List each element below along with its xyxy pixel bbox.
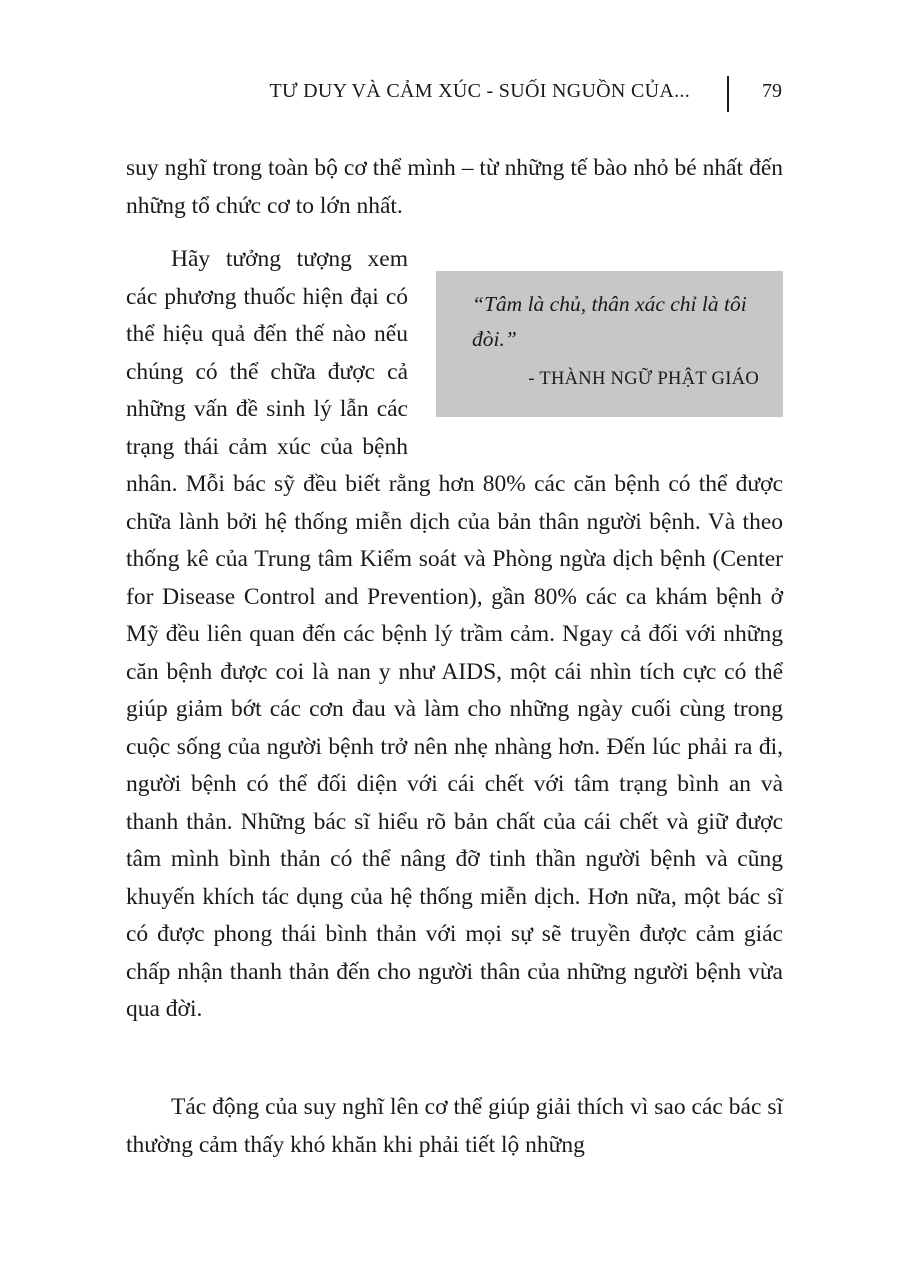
page-number: 79	[762, 80, 782, 102]
pull-quote-text: “Tâm là chủ, thân xác chỉ là tôi đòi.”	[472, 292, 747, 351]
paragraph-last: Tác động của suy nghĩ lên cơ thể giúp giải thích vì sao các bác sĩ thường cảm thấy khó khăn khi phải tiết lộ những	[126, 1094, 783, 1158]
paragraph-main-text: Hãy tưởng tượng xem các phương thuốc hiện đại có thể hiệu quả đến thế nào nếu chúng có thể chữa được cả những vấn đề sinh lý lẫn các trạng thái cảm xúc của bệnh nhân. Mỗi bác sỹ đều biết rằng hơn 80% các căn bệnh có thể được chữa lành bởi hệ thống miễn dịch của bản thân người bệnh. Và theo thống kê của Trung tâm Kiểm soát và Phòng ngừa dịch bệnh (Center for Disease Control and Prevention), gần 80% các ca khám bệnh ở Mỹ đều liên quan đến các bệnh lý trầm cảm. Ngay cả đối với những căn bệnh được coi là nan y như AIDS, một cái nhìn tích cực có thể giúp giảm bớt các cơn đau và làm cho những ngày cuối cùng trong cuộc sống của người bệnh trở nên nhẹ nhàng hơn. Đến lúc phải ra đi, người bệnh có thể đối diện với cái chết với tâm trạng bình an và thanh thản. Những bác sĩ hiểu rõ bản chất của cái chết và giữ được tâm mình bình thản có thể nâng đỡ tinh thần người bệnh và cũng khuyến khích tác dụng của hệ thống miễn dịch. Hơn nữa, một bác sĩ có được phong thái bình thản với mọi sự sẽ truyền được cảm giác chấp nhận thanh thản đến cho người thân của những người bệnh vừa qua đời.	[126, 246, 783, 1022]
pull-quote-box	[436, 271, 783, 417]
pull-quote-attribution: - THÀNH NGỮ PHẬT GIÁO	[528, 369, 759, 389]
running-title: TƯ DUY VÀ CẢM XÚC - SUỐI NGUỒN CỦA...	[269, 80, 690, 102]
running-header	[200, 76, 782, 112]
paragraph-main	[126, 241, 783, 1029]
header-divider	[727, 76, 729, 112]
paragraph-continuation: suy nghĩ trong toàn bộ cơ thể mình – từ những tế bào nhỏ bé nhất đến những tổ chức cơ to lớn nhất.	[126, 155, 783, 219]
